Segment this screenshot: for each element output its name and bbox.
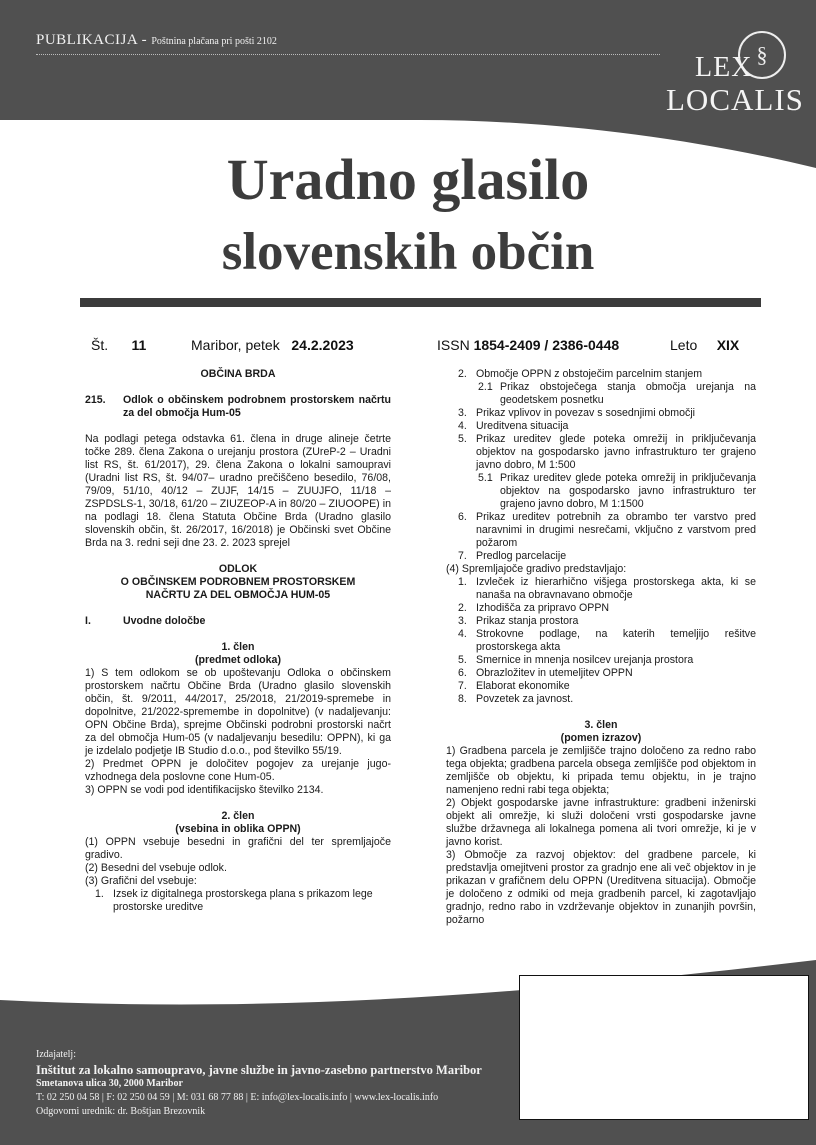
list-item: [446, 602, 756, 615]
list-item-number: 7.: [458, 680, 467, 692]
list-item: [446, 667, 756, 680]
logo-text-localis: LOCALIS: [666, 82, 804, 117]
article-3-para-2: 2) Objekt gospodarske javne infrastrukture: gradbeni inženirski objekt ali omrežje, ki služi določeni vrsti gospodarske javne službe državnega ali lokalnega pomena ali tvori omrežje, ki je v javno korist.: [446, 797, 756, 848]
list-item-number: 6.: [458, 667, 467, 679]
list-item-text: Prikaz ureditev potrebnih za obrambo ter varstvo pred naravnimi in drugimi nesrečami, vključno z varstvom pred požarom: [476, 511, 756, 549]
list-item-number: 5.: [458, 654, 467, 666]
postage-note: Poštnina plačana pri pošti 2102: [151, 36, 277, 47]
list-item-text: Ureditvena situacija: [476, 420, 569, 432]
ordinance-title-2: O OBČINSKEM PODROBNEM PROSTORSKEM: [120, 576, 356, 588]
responsible-editor: Odgovorni urednik: dr. Boštjan Brezovnik: [36, 1106, 206, 1117]
list-item-text: Prikaz vplivov in povezav s sosednjimi območji: [476, 407, 696, 419]
list-item-number: 2.: [458, 368, 467, 380]
list-item-text: Predlog parcelacije: [476, 550, 567, 562]
blank-label-box: [519, 975, 809, 1120]
supporting-material-list: [446, 576, 756, 706]
list-item-text: Povzetek za javnost.: [476, 693, 574, 705]
list-item: [446, 628, 756, 654]
list-item-text: Strokovne podlage, na katerih temeljijo rešitve prostorskega akta: [476, 628, 756, 653]
list-item: [446, 368, 756, 381]
list-item: [446, 511, 756, 550]
masthead-title-line2: slovenskih občin: [221, 223, 595, 281]
publisher-address: Smetanova ulica 30, 2000 Maribor: [36, 1078, 183, 1089]
article-1-para-1: 1) S tem odlokom se ob upoštevanju Odloka o občinskem prostorskem načrtu Občine Brda (Uradno glasilo slovenskih občin, št. 9/2011, 44/2017, 25/2018, 21/2019-spremebe in dopolnitve, 21/2022-spremembe in dopolnitve) (v nadaljevanju: OPN Občine Brda), sprejme Občinski podrobni prostorski načrt za del območja Hum-05 (v nadaljevanju besedilu: OPPN), ki ga je izdelalo podjetje IB Studio d.o.o., pod številko 55/19.: [85, 667, 391, 757]
publisher-contacts: T: 02 250 04 58 | F: 02 250 04 59 | M: 031 68 77 88 | E: info@lex-localis.info | www.lex-localis.info: [36, 1092, 439, 1103]
list-item-number: 3.: [458, 615, 467, 627]
logo-text-lex: LEX: [695, 52, 753, 83]
section-heading: I. Uvodne določbe: [85, 615, 206, 627]
ordinance-title-1: ODLOK: [218, 563, 258, 575]
section-sign-icon: §: [738, 31, 786, 79]
list-item-number: 3.: [458, 407, 467, 419]
header-dotted-rule: [36, 54, 660, 55]
list-item-number: 6.: [458, 511, 467, 523]
article-1-para-2: 2) Predmet OPPN je določitev pogojev za urejanje jugo-vzhodnega dela poslovne cone Hum-05.: [85, 758, 391, 783]
list-item: [446, 381, 756, 407]
list-item-number: 1.: [458, 576, 467, 588]
list-item-text: Prikaz stanja prostora: [476, 615, 579, 627]
list-item: [446, 420, 756, 433]
article-2-para-1: (1) OPPN vsebuje besedni in grafični del ter spremljajoče gradivo.: [85, 836, 391, 861]
list-item-text: Izvleček iz hierarhično višjega prostorskega akta, ki se nanaša na obravnavano območje: [476, 576, 756, 601]
publisher-label: Izdajatelj:: [36, 1049, 76, 1060]
article-1-subject: (predmet odloka): [195, 654, 281, 666]
article-1-para-3: 3) OPPN se vodi pod identifikacijsko številko 2134.: [85, 784, 324, 796]
list-item: 1. Izsek iz digitalnega prostorskega plana s prikazom lege prostorske ureditve: [95, 888, 373, 913]
graphic-part-list: [446, 368, 756, 563]
list-item-number: 4.: [458, 628, 467, 640]
article-2-subject: (vsebina in oblika OPPN): [175, 823, 301, 835]
article-3-para-3: 3) Območje za razvoj objektov: del gradbene parcele, ki predstavlja omejitveni prostor za gradnjo ene ali več objektov in je prikazan v grafičnem delu OPPN (Ureditvena situacija). Območje je določeno z odmiki od meja gradbenih parcel, ki zagotavljajo gradnjo, redno rabo in vzdrževanje objektov in zunanjih površin, požarno: [446, 849, 756, 926]
ordinance-title-3: NAČRTU ZA DEL OBMOČJA HUM-05: [145, 589, 331, 601]
list-item-number: 2.: [458, 602, 467, 614]
list-item: [446, 433, 756, 472]
article-3-para-1: 1) Gradbena parcela je zemljišče trajno določeno za redno rabo tega objekta; gradbena parcela obsega zemljišče pod objektom in zemljišče ob objektu, ki pripada temu objektu, in je trajno namenjeno redni rabi tega objekta;: [446, 745, 756, 796]
list-item: [446, 407, 756, 420]
masthead-title-line1: Uradno glasilo: [226, 147, 590, 212]
article-2-para-4: (4) Spremljajoče gradivo predstavljajo:: [446, 563, 627, 575]
article-2-para-2: (2) Besedni del vsebuje odlok.: [85, 862, 227, 874]
list-item-number: 5.: [458, 433, 467, 445]
article-1-heading: 1. člen: [221, 641, 255, 653]
article-3-subject: (pomen izrazov): [560, 732, 642, 744]
list-item: [446, 472, 756, 511]
masthead-rule: [80, 298, 761, 307]
issue-number: Št. 11: [91, 337, 147, 353]
list-item-number: 7.: [458, 550, 467, 562]
preamble: Na podlagi petega odstavka 61. člena in druge alineje četrte točke 289. člena Zakona o urejanju prostora (ZUreP-2 – Uradni list RS, št. 61/2017), 29. člena Zakona o lokalni samoupravi (Uradni list RS, št. 94/07– uradno prečiščeno besedilo, 76/08, 79/09, 51/10, 40/12 – ZUJF, 14/15 – ZUUJFO, 11/18 – ZSPDSLS-1, 30/18, 61/20 – ZIUZEOP-A in 80/20 – ZIUOOPE) in na podlagi 18. člena Statuta Občine Brda (Uradno glasilo slovenskih občin, št. 26/2017, 16/2018) je Občinski svet Občine Brda na 3. redni seji dne 23. 2. 2023 sprejel: [85, 433, 391, 549]
list-item: [446, 680, 756, 693]
left-column: [85, 368, 391, 914]
list-item-text: Območje OPPN z obstoječim parcelnim stanjem: [476, 368, 703, 380]
issn: ISSN 1854-2409 / 2386-0448: [437, 337, 620, 353]
list-item-text: Prikaz ureditev glede poteka omrežij in priključevanja objektov na gospodarsko javno infrastrukturo ter grajeno javno dobro, M 1:500: [476, 433, 756, 471]
list-item: [446, 550, 756, 563]
right-column: [446, 368, 756, 927]
list-item: [446, 654, 756, 667]
list-item-text: Obrazložitev in utemeljitev OPPN: [476, 667, 633, 679]
article-3-heading: 3. člen: [584, 719, 618, 731]
list-item-text: Prikaz obstoječega stanja območja urejanja na geodetskem posnetku: [500, 381, 756, 406]
document-heading: 215. Odlok o občinskem podrobnem prostorskem načrtu za del območja Hum-05: [85, 394, 391, 419]
list-item-text: Prikaz ureditev glede poteka omrežij in priključevanja objektov na gospodarsko javno infrastrukturo ter grajeno javno dobro, M 1:1500: [500, 472, 756, 510]
list-item-text: Izhodišča za pripravo OPPN: [476, 602, 610, 614]
list-item-number: 5.1: [478, 472, 493, 484]
municipality-heading: OBČINA BRDA: [200, 368, 276, 380]
publisher-name: Inštitut za lokalno samoupravo, javne službe in javno-zasebno partnerstvo Maribor: [36, 1063, 482, 1077]
publication-label: PUBLIKACIJA - Poštnina plačana pri pošti 2102: [36, 32, 277, 48]
list-item-number: 8.: [458, 693, 467, 705]
list-item: [446, 615, 756, 628]
list-item-number: 4.: [458, 420, 467, 432]
list-item: [446, 576, 756, 602]
list-item-text: Smernice in mnenja nosilcev urejanja prostora: [476, 654, 694, 666]
volume-year: Leto XIX: [670, 337, 740, 353]
list-item-number: 2.1: [478, 381, 493, 393]
list-item: [446, 693, 756, 706]
issue-date: Maribor, petek 24.2.2023: [191, 337, 354, 353]
article-2-para-3: (3) Grafični del vsebuje:: [85, 875, 197, 887]
list-item-text: Elaborat ekonomike: [476, 680, 570, 692]
article-2-heading: 2. člen: [221, 810, 255, 822]
